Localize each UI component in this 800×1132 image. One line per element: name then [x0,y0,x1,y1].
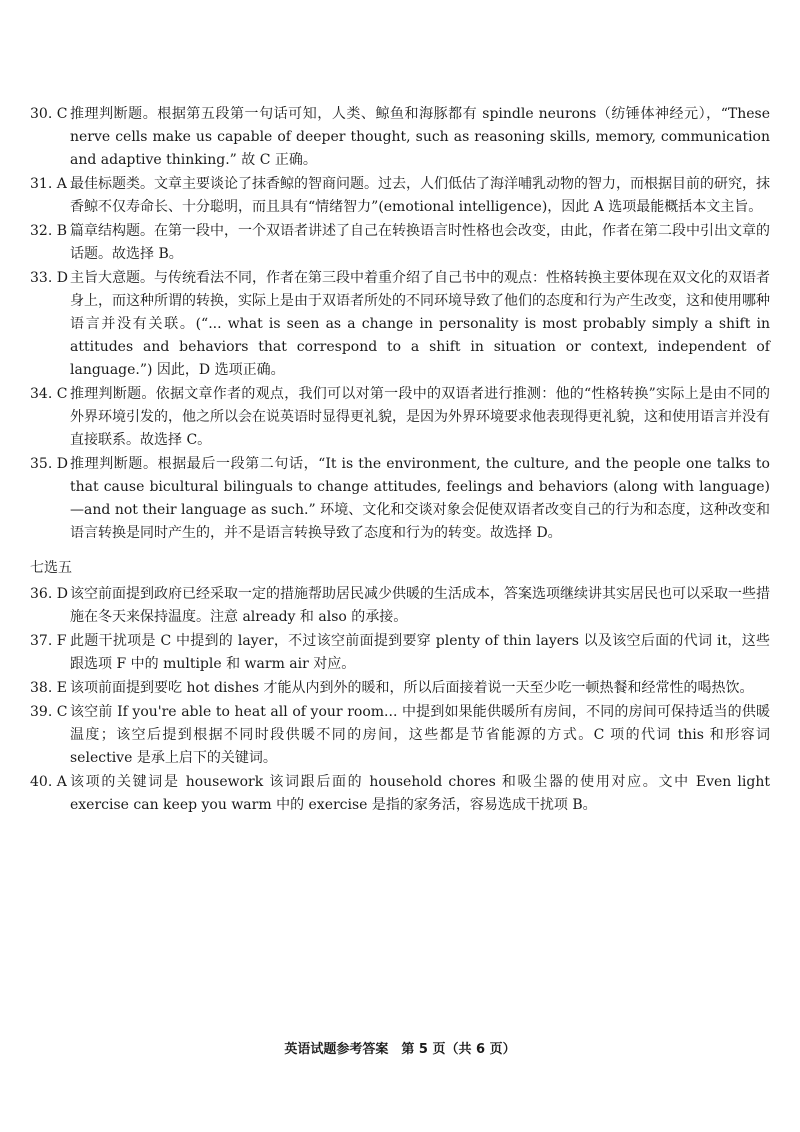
answer-explanation: 该空前 If you're able to heat all of your room... 中提到如果能供暖所有房间，不同的房间可保持适当的供暖温度；该空后提到根据不同时段供暖不同的房间，这些都是节省能源的方式。C 项的代词 this 和形容词 selective 是承上启下的关键词。 [70,704,770,766]
answer-number: 36. D [30,586,68,602]
answer-item [30,771,770,817]
answer-item [30,701,770,770]
answer-number: 32. B [30,223,68,239]
answer-number: 30. C [30,106,68,122]
section-title: 七选五 [30,560,72,576]
answer-number: 40. A [30,774,67,790]
answer-item [30,173,770,219]
answer-item [30,383,770,452]
answer-explanation: 此题干扰项是 C 中提到的 layer，不过该空前面提到要穿 plenty of thin layers 以及该空后面的代词 it，这些跟选项 F 中的 multiple 和 warm air 对应。 [70,633,770,672]
answer-number: 34. C [30,386,68,402]
answer-item [30,677,770,700]
answer-number: 33. D [30,270,68,286]
answer-item [30,453,770,545]
answer-item [30,220,770,266]
answer-item [30,267,770,382]
answer-explanation: 该空前面提到政府已经采取一定的措施帮助居民减少供暖的生活成本，答案选项继续讲其实居民也可以采取一些措施在冬天来保持温度。注意 already 和 also 的承接。 [70,586,770,625]
answer-item [30,103,770,172]
answer-list [30,103,770,818]
answer-explanation: 推理判断题。依据文章作者的观点，我们可以对第一段中的双语者进行推测：他的“性格转换”实际上是由不同的外界环境引发的，他之所以会在说英语时显得更礼貌，是因为外界环境要求他表现得更礼貌，这和使用语言并没有直接联系。故选择 C。 [70,386,770,448]
answer-explanation: 篇章结构题。在第一段中，一个双语者讲述了自己在转换语言时性格也会改变，由此，作者在第二段中引出文章的话题。故选择 B。 [70,223,770,262]
answer-explanation: 推理判断题。根据第五段第一句话可知，人类、鲸鱼和海豚都有 spindle neurons（纺锤体神经元），“These nerve cells make us capable of deeper thought, such as reasoning skills, memory, communication and adaptive thinking.” 故 C 正确。 [70,106,770,168]
answer-explanation: 最佳标题类。文章主要谈论了抹香鲸的智商问题。过去，人们低估了海洋哺乳动物的智力，而根据目前的研究，抹香鲸不仅寿命长、十分聪明，而且具有“情绪智力”(emotional intelligence)，因此 A 选项最能概括本文主旨。 [70,176,770,215]
answer-explanation: 主旨大意题。与传统看法不同，作者在第三段中着重介绍了自己书中的观点：性格转换主要体现在双文化的双语者身上，而这种所谓的转换，实际上是由于双语者所处的不同环境导致了他们的态度和行为产生改变，这和使用哪种语言并没有关联。(“... what is seen as a change in personality is most probably simply a shift in attitudes and behaviors that correspond to a shift in situation or context, independent of language.”) 因此，D 选项正确。 [70,270,770,378]
answer-item [30,583,770,629]
page-footer: 英语试题参考答案 第 5 页（共 6 页） [284,1042,516,1057]
answer-number: 35. D [30,456,68,472]
answer-number: 39. C [30,704,68,720]
answer-number: 37. F [30,633,67,649]
answer-explanation: 该项的关键词是 housework 该词跟后面的 household chores 和吸尘器的使用对应。文中 Even light exercise can keep you warm 中的 exercise 是指的家务活，容易选成干扰项 B。 [70,774,770,813]
answer-item [30,630,770,676]
answer-explanation: 推理判断题。根据最后一段第二句话，“It is the environment, the culture, and the people one talks to that cause bicultural bilinguals to change attitudes, feelings and behaviors (along with language)—and not their language as such.” 环境、文化和交谈对象会促使双语者改变自己的行为和态度，这种改变和语言转换是同时产生的，并不是语言转换导致了态度和行为的转变。故选择 D。 [70,456,770,541]
answer-number: 38. E [30,680,67,696]
answer-number: 31. A [30,176,67,192]
answer-explanation: 该项前面提到要吃 hot dishes 才能从内到外的暖和，所以后面接着说一天至少吃一顿热餐和经常性的喝热饮。 [70,680,754,696]
